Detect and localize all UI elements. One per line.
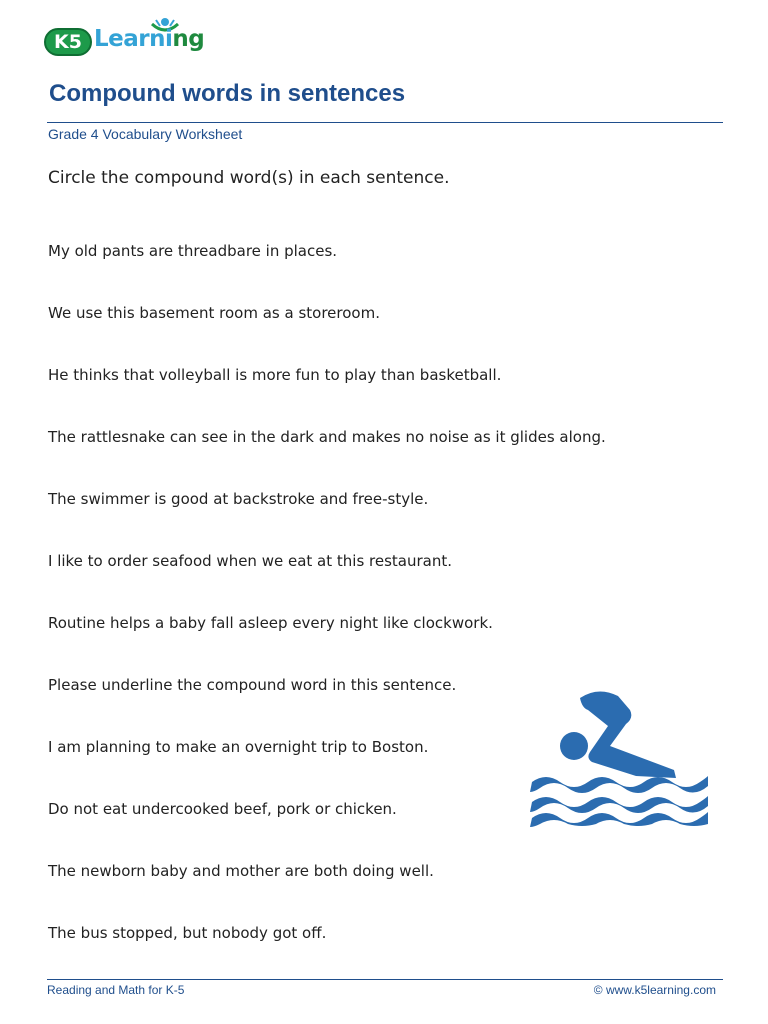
sentence-item: Please underline the compound word in this sentence. bbox=[48, 676, 457, 694]
sentence-list bbox=[48, 240, 606, 984]
header-divider bbox=[47, 122, 723, 123]
sentence-item: Do not eat undercooked beef, pork or chicken. bbox=[48, 800, 397, 818]
footer-divider bbox=[47, 979, 723, 980]
sentence-item: The newborn baby and mother are both doing well. bbox=[48, 862, 434, 880]
swimmer-icon bbox=[526, 686, 712, 828]
k5-learning-logo bbox=[44, 16, 214, 60]
page-title: Compound words in sentences bbox=[49, 80, 406, 107]
sentence-item: He thinks that volleyball is more fun to play than basketball. bbox=[48, 366, 502, 384]
sentence-item: I am planning to make an overnight trip to Boston. bbox=[48, 738, 429, 756]
sentence-item: The bus stopped, but nobody got off. bbox=[48, 924, 327, 942]
worksheet-subtitle: Grade 4 Vocabulary Worksheet bbox=[48, 126, 243, 142]
logo-k5-badge: K5 bbox=[44, 28, 92, 56]
sentence-item: Routine helps a baby fall asleep every night like clockwork. bbox=[48, 614, 493, 632]
sentence-item: I like to order seafood when we eat at this restaurant. bbox=[48, 552, 452, 570]
sentence-item: The swimmer is good at backstroke and free-style. bbox=[48, 490, 429, 508]
instructions: Circle the compound word(s) in each sentence. bbox=[48, 168, 450, 188]
sentence-item: We use this basement room as a storeroom. bbox=[48, 304, 380, 322]
sentence-item: My old pants are threadbare in places. bbox=[48, 242, 338, 260]
footer-website: © www.k5learning.com bbox=[593, 983, 716, 997]
footer-tagline: Reading and Math for K-5 bbox=[47, 983, 185, 997]
sentence-item: The rattlesnake can see in the dark and makes no noise as it glides along. bbox=[48, 428, 606, 446]
logo-wordmark: Learning bbox=[94, 26, 205, 52]
